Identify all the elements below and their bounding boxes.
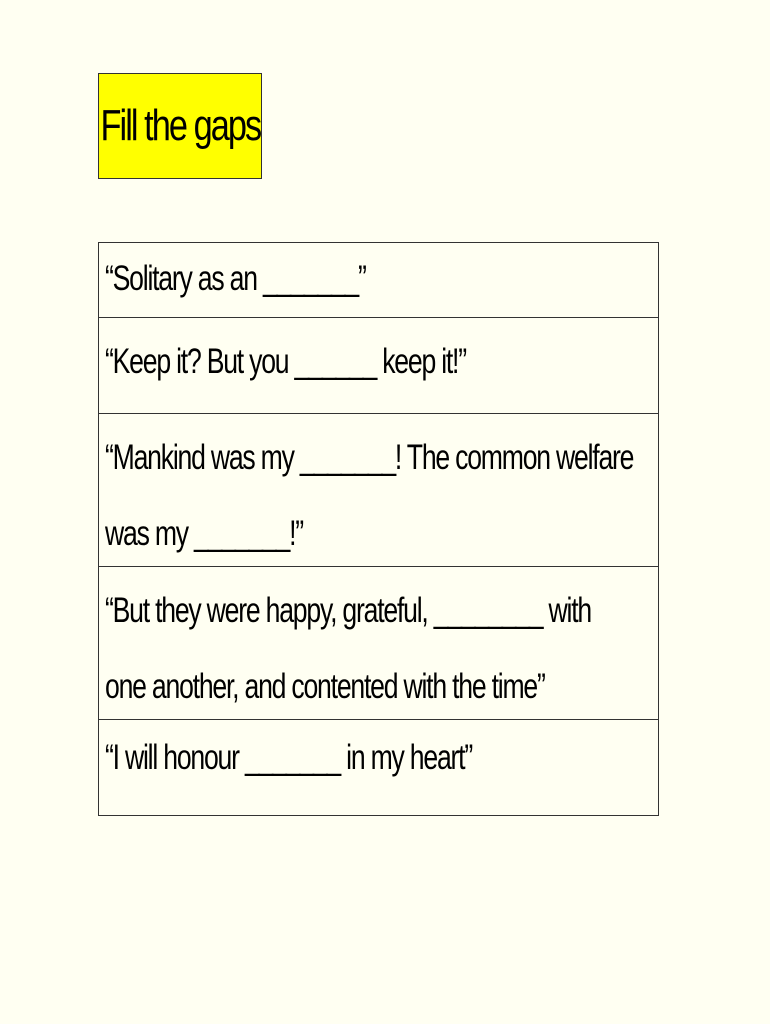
page-title: Fill the gaps [100,101,260,150]
table-row [99,414,658,567]
title-box [98,73,262,179]
row-text [105,726,472,790]
row-line: one another, and contented with the time” [105,667,545,706]
table-row [99,720,658,815]
row-line: “Mankind was my _______! The common welfare [105,438,634,477]
row-line: “Keep it? But you ______ keep it!” [105,342,466,381]
row-line: “But they were happy, grateful, ________ with [105,591,591,630]
row-text [105,420,633,567]
row-text [105,324,466,400]
fill-gaps-table [98,242,659,816]
row-line: was my _______!” [105,514,303,553]
row-line: “I will honour _______ in my heart” [105,738,473,777]
table-row [99,243,658,318]
table-row [99,318,658,414]
row-line: “Solitary as an _______” [105,259,366,298]
table-row [99,567,658,720]
row-text [105,573,591,720]
row-text [105,249,366,309]
